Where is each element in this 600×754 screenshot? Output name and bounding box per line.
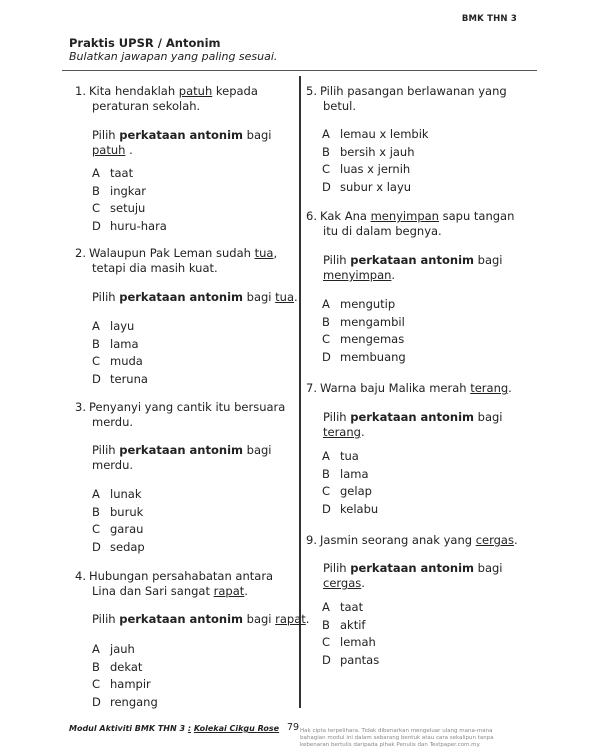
option-a[interactable]: A lemau x lembik [322, 127, 429, 141]
page-title: Praktis UPSR / Antonim [69, 36, 221, 50]
option-d[interactable]: D rengang [92, 694, 158, 709]
option-b[interactable]: B ingkar [92, 183, 147, 198]
option-a[interactable]: A mengutip [322, 297, 396, 311]
option-a[interactable]: A taat [322, 600, 364, 614]
option-c[interactable]: C setuju [92, 201, 146, 215]
option-a[interactable]: A tua [322, 449, 359, 463]
question-3: 3. Penyanyi yang cantik itu bersuara merdu. [75, 400, 286, 429]
question-6-options [322, 296, 406, 366]
option-b[interactable]: B dekat [92, 659, 143, 674]
option-d[interactable]: D sedap [92, 539, 145, 554]
copyright-notice: Hak cipta terpelihara. Tidak dibenarkan mengeluar ulang mana-mana bahagian modul ini dalam sebarang bentuk atau cara sekalipun tanpa kebenaran bertulis daripada pihak Penulis dan Testpaper.com.my. [300, 728, 494, 748]
option-c[interactable]: C garau [92, 522, 144, 536]
question-5-options [322, 126, 429, 196]
question-2-options [92, 318, 148, 388]
footer-module-credit: Modul Aktiviti BMK THN 3 : Kolekai Cikgu Rose [69, 724, 280, 733]
question-4-prompt: Pilih perkataan antonim bagi rapat. [92, 612, 310, 626]
question-1-prompt: Pilih perkataan antonim bagi patuh . [92, 128, 272, 157]
question-1-options [92, 165, 167, 235]
question-9-options [322, 599, 379, 669]
option-b[interactable]: B aktif [322, 617, 366, 632]
question-3-prompt: Pilih perkataan antonim bagi merdu. [92, 443, 272, 472]
option-d[interactable]: D kelabu [322, 501, 379, 516]
option-a[interactable]: A lunak [92, 487, 142, 501]
page-number: 79 [287, 722, 300, 733]
option-a[interactable]: A taat [92, 166, 134, 180]
question-2: 2. Walaupun Pak Leman sudah tua, tetapi dia masih kuat. [75, 246, 278, 275]
option-c[interactable]: C hampir [92, 677, 151, 691]
class-label: BMK THN 3 [461, 14, 517, 24]
option-a[interactable]: A layu [92, 319, 135, 333]
option-b[interactable]: B bersih x jauh [322, 144, 415, 159]
question-6: 6. Kak Ana menyimpan sapu tangan itu di dalam begnya. [306, 209, 515, 238]
question-9: 9. Jasmin seorang anak yang cergas. [306, 533, 518, 547]
option-a[interactable]: A jauh [92, 642, 135, 656]
option-c[interactable]: C mengemas [322, 332, 405, 346]
question-7: 7. Warna baju Malika merah terang. [306, 381, 512, 395]
option-c[interactable]: C gelap [322, 484, 372, 498]
top-divider [62, 70, 537, 71]
question-9-prompt: Pilih perkataan antonim bagi cergas. [323, 561, 503, 590]
question-4: 4. Hubungan persahabatan antara Lina dan Sari sangat rapat. [75, 569, 274, 598]
question-3-options [92, 486, 145, 556]
option-d[interactable]: D huru-hara [92, 218, 167, 233]
option-d[interactable]: D subur x layu [322, 179, 412, 194]
option-d[interactable]: D pantas [322, 652, 380, 667]
option-b[interactable]: B mengambil [322, 314, 405, 329]
instruction: Bulatkan jawapan yang paling sesuai. [69, 50, 278, 63]
question-5: 5. Pilih pasangan berlawanan yang betul. [306, 84, 507, 113]
option-b[interactable]: B lama [322, 466, 369, 481]
option-d[interactable]: D membuang [322, 349, 406, 364]
question-1: 1. Kita hendaklah patuh kepada peraturan sekolah. [75, 84, 258, 113]
option-c[interactable]: C muda [92, 354, 143, 368]
question-7-options [322, 448, 378, 518]
option-d[interactable]: D teruna [92, 371, 148, 386]
question-4-options [92, 641, 158, 711]
option-b[interactable]: B lama [92, 336, 139, 351]
option-c[interactable]: C luas x jernih [322, 162, 411, 176]
option-c[interactable]: C lemah [322, 635, 376, 649]
question-6-prompt: Pilih perkataan antonim bagi menyimpan. [323, 253, 503, 282]
option-b[interactable]: B buruk [92, 504, 144, 519]
question-7-prompt: Pilih perkataan antonim bagi terang. [323, 410, 503, 439]
question-2-prompt: Pilih perkataan antonim bagi tua. [92, 290, 298, 304]
